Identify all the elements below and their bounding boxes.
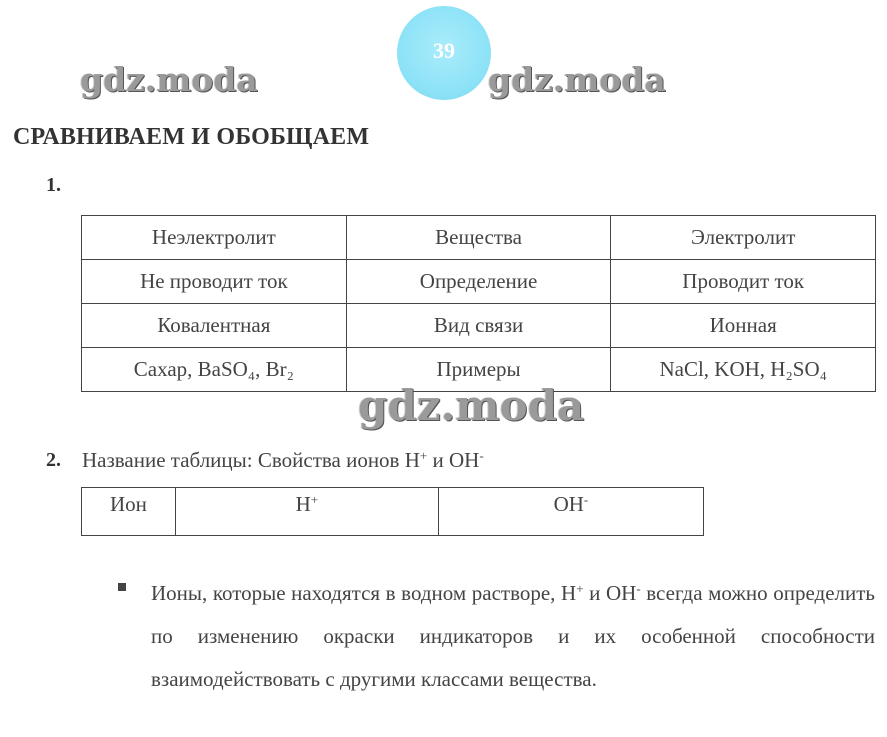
page-number-badge [397,6,491,100]
electrolyte-comparison-table [81,215,876,392]
ion-properties-table [81,487,704,536]
superscript: - [636,581,641,596]
superscript: - [479,448,484,463]
table-row [82,260,876,304]
table-cell: Ионная [611,304,876,348]
ion-symbol: H [295,492,311,516]
task-1-number: 1. [46,174,61,196]
table-cell: Ковалентная [82,304,347,348]
table-cell: Сахар, BaSO₄, Br₂ [82,348,347,392]
table-cell: Проводит ток [611,260,876,304]
paragraph-text: Ионы, которые находятся в водном растворе, H [151,581,577,605]
table-cell: Вещества [346,216,611,260]
table-cell: Примеры [346,348,611,392]
superscript: + [419,448,428,463]
table-cell [175,488,438,536]
paragraph-text: и OH [583,581,637,605]
table-row [82,216,876,260]
task-2-number: 2. [46,449,61,471]
table-cell: Вид связи [346,304,611,348]
bullet-marker [118,583,126,591]
table-cell [438,488,703,536]
title-text: Название таблицы: Свойства ионов H [82,448,420,472]
watermark: gdz.moda [358,381,585,430]
title-text: и OH [427,448,480,472]
table-row [82,488,704,536]
table-cell: Электролит [611,216,876,260]
superscript: + [310,492,319,507]
superscript: + [576,581,584,596]
table-cell: NaCl, KOH, H₂SO₄ [611,348,876,392]
bullet-paragraph [151,572,875,701]
paragraph-text: всегда можно определить по изменению окраски индикаторов и их особенной способности взаимодействовать с другими классами вещества. [151,581,875,691]
watermark: gdz.moda [488,60,666,99]
superscript: - [583,492,589,507]
section-heading: СРАВНИВАЕМ И ОБОБЩАЕМ [13,124,370,150]
table-cell: Не проводит ток [82,260,347,304]
table-row [82,304,876,348]
ion-symbol: OH [553,492,584,516]
watermark: gdz.moda [80,60,258,99]
page-number: 39 [433,38,455,63]
task-2-title [82,448,484,473]
table-cell: Ион [82,488,176,536]
table-cell: Определение [346,260,611,304]
table-cell: Неэлектролит [82,216,347,260]
